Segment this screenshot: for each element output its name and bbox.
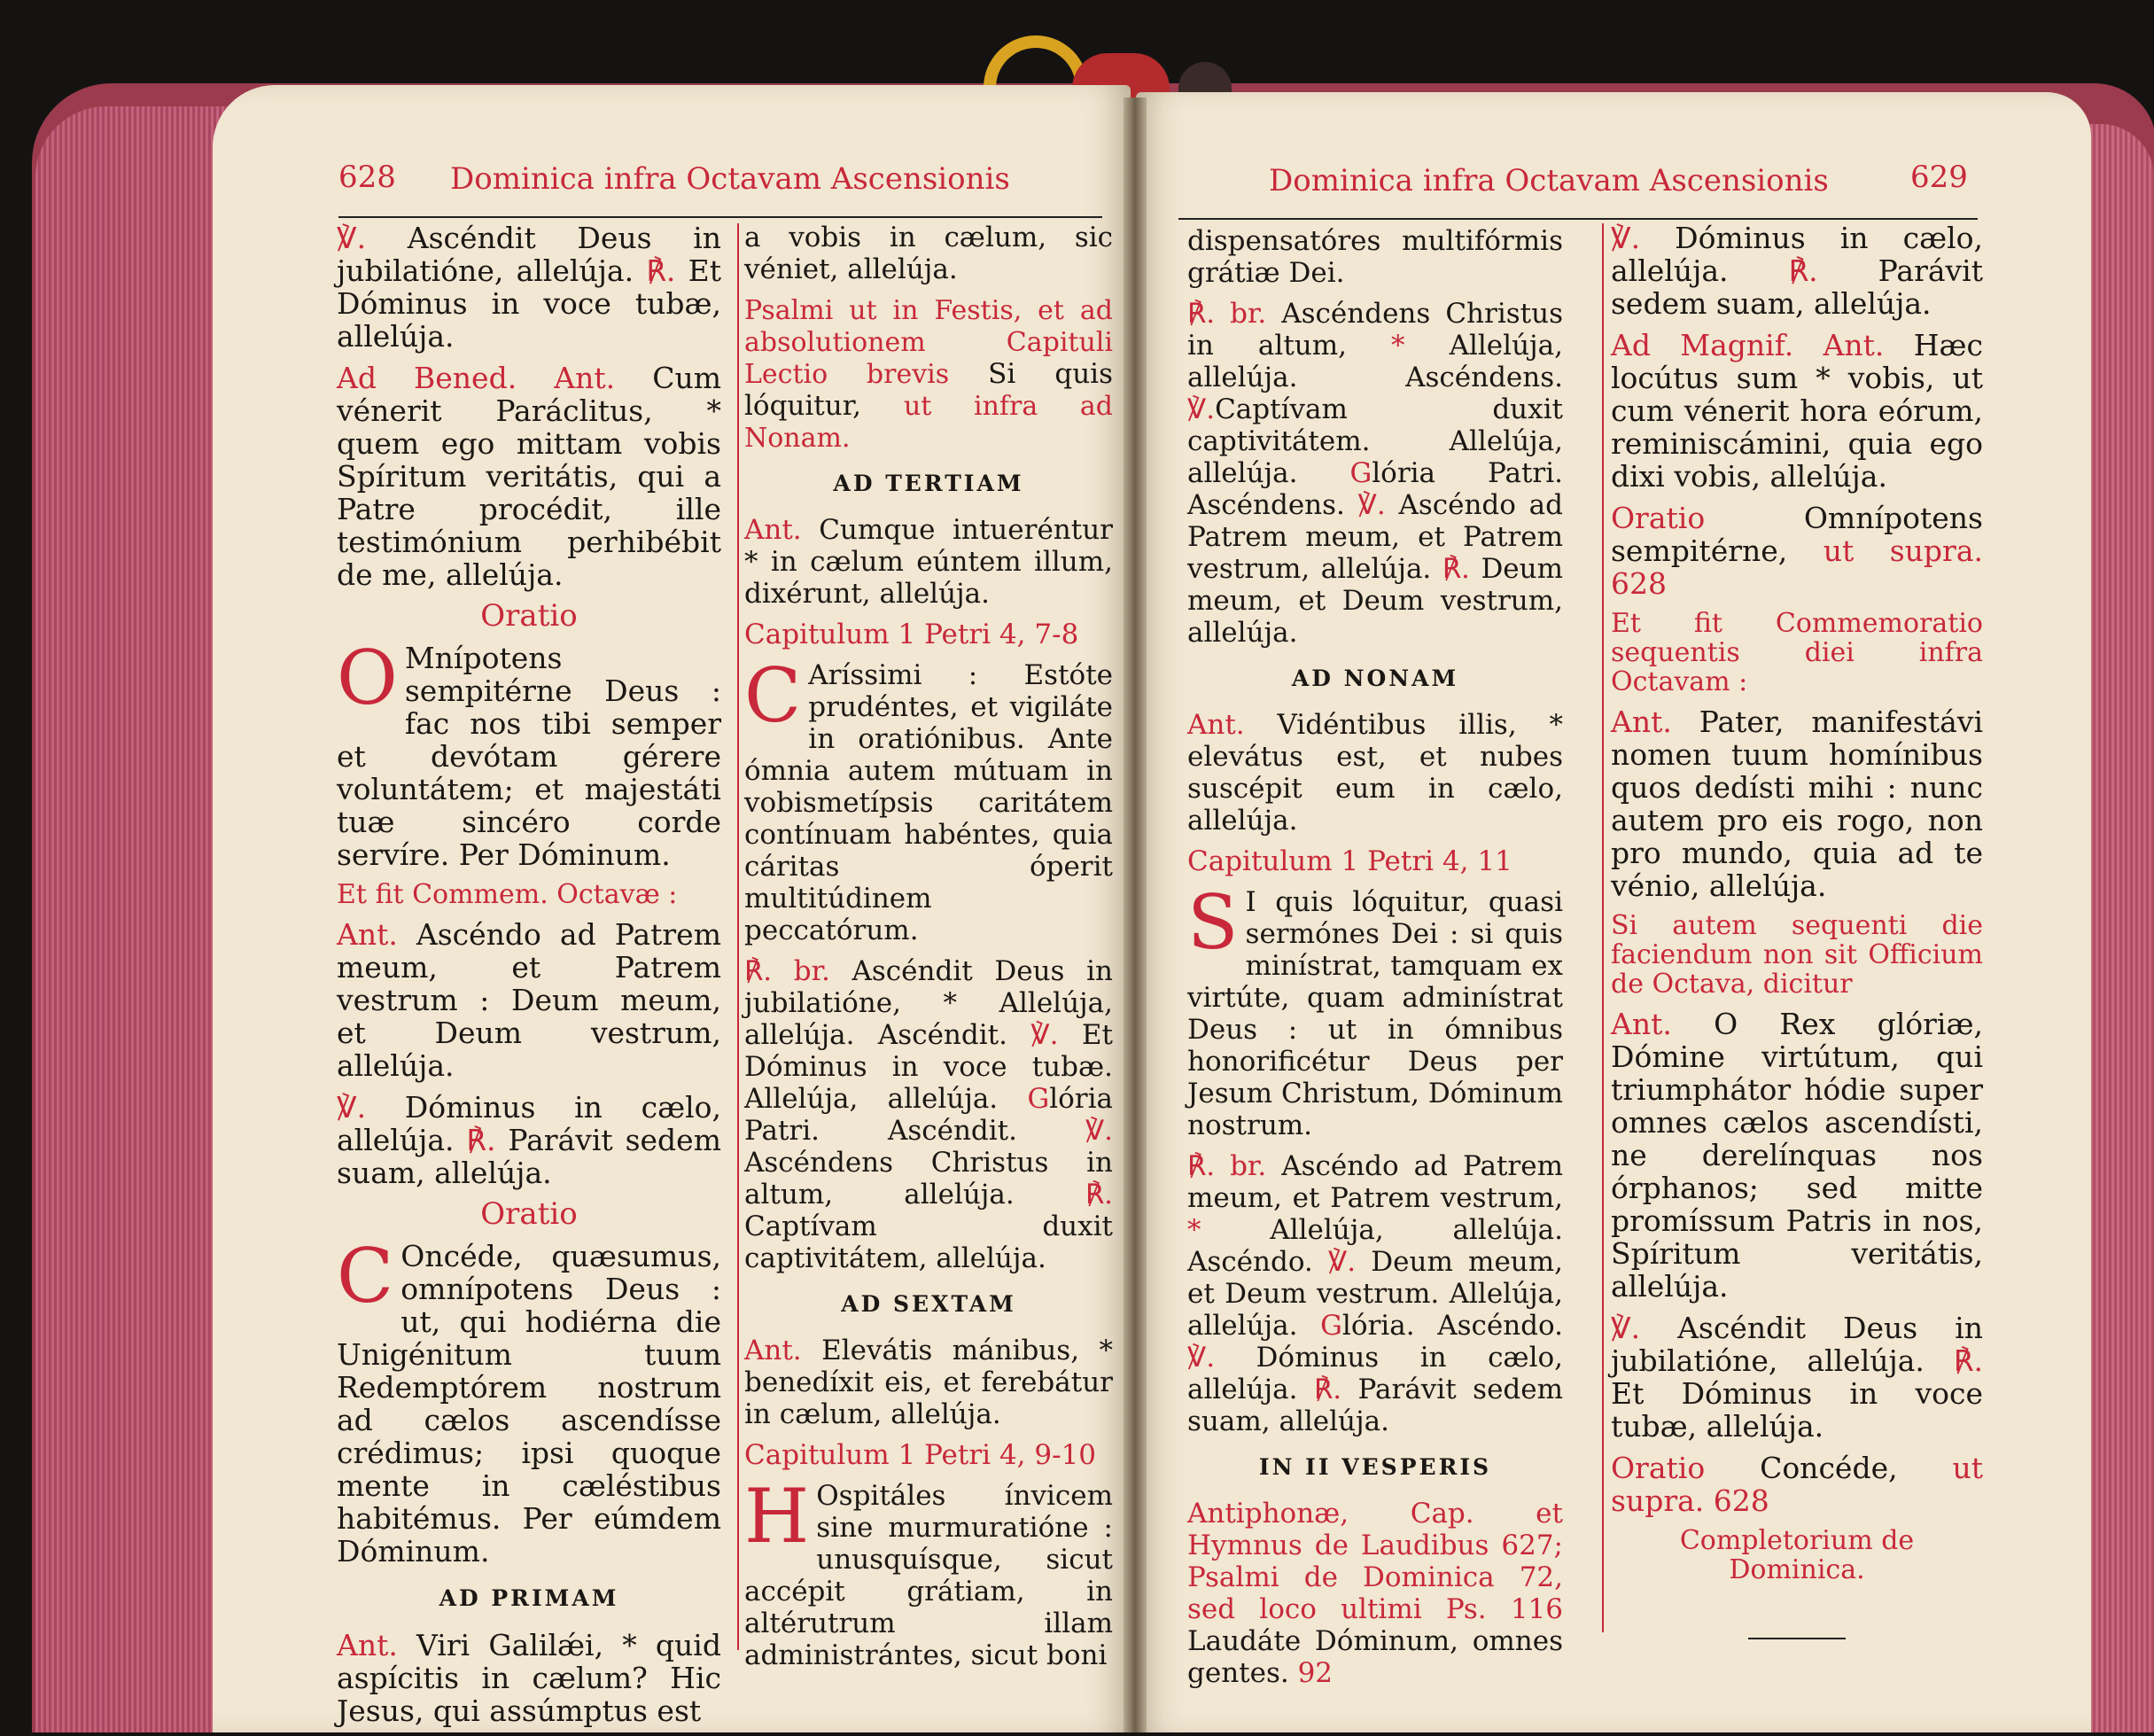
commemoration-antiphon: Ant. Pater, manifestávi nomen tuum homínibus quos dedísti mihi : nunc autem pro eis rogo, non pro mundo, quia ad te vénio, allelúja. [1611,705,1983,903]
octave-rubric: Si autem sequenti die faciendum non sit Officium de Octava, dicitur [1611,910,1983,1000]
commemoration-rubric: Et fit Commem. Octavæ : [337,879,678,910]
nonam-antiphon: Ant. Vidéntibus illis, * elevátus est, et nubes suscépit eum in cælo, allelúja. [1187,709,1563,837]
primam-antiphon: Ant. Viri Galilǽi, * quid aspícitis in cælum? Hic Jesus, qui assúmptus est [337,1628,721,1728]
left-page-edges [35,106,230,1732]
initial-letter: O [337,634,398,721]
initial-letter: S [1187,879,1239,966]
section-heading-ad-nonam: AD NONAM [1291,666,1459,691]
oratio-reference: Oratio Concéde, ut supra. 628 [1611,1451,1983,1518]
o-rex-antiphon: Ant. O Rex glóriæ, Dómine virtútum, qui triumphátor hódie super omnes cælos ascendísti, ne derelínquas nos órphanos; sed mitte promíssum Patris in nos, Spíritum veritátis, allelúja. [1611,1007,1983,1304]
initial-letter: C [744,652,802,739]
section-heading-ad-sextam: AD SEXTAM [841,1291,1016,1317]
oratio-heading: Oratio [480,1196,578,1232]
right-column-1 [1187,225,1563,1698]
right-header-rule [1178,218,1978,220]
left-column-divider [737,223,739,1650]
versicle-paragraph: ℣. Dóminus in cælo, allelúja. ℟. Parávit sedem suam, allelúja. [337,1090,721,1190]
magnificat-antiphon: Ad Magnif. Ant. Hæc locútus sum * vobis, ut cum vénerit hora eórum, reminiscámini, quia ego dixi vobis, allelúja. [1611,328,1983,494]
book-gutter [1124,97,1147,1732]
responsory-brevis: ℟. br. Ascéndens Christus in altum, * Allelúja, allelúja. Ascéndens. ℣.Captívam duxit captivitátem. Allelúja, allelúja. Glória Patri. Ascéndens. ℣. Ascéndo ad Patrem meum, et Patrem vestrum, allelúja. ℟. Deum meum, et Deum vestrum, allelúja. [1187,298,1563,649]
versicle-paragraph: ℣. Ascéndit Deus in jubilatióne, allelúja. ℟. Et Dóminus in voce tubæ, allelúja. [337,221,722,354]
left-running-header: Dominica infra Octavam Ascensionis [450,161,1010,197]
capitulum-heading: Capitulum 1 Petri 4, 11 [1187,845,1512,877]
commemoration-antiphon: Ant. Ascéndo ad Patrem meum, et Patrem vestrum : Deum meum, et Deum vestrum, allelúja. [337,917,721,1083]
versicle-paragraph: ℣. Ascéndit Deus in jubilatióne, allelúja. ℟. Et Dóminus in voce tubæ, allelúja. [1611,1311,1983,1444]
capitulum-text: S I quis lóquitur, quasi sermónes Dei : si quis minístrat, tamquam ex virtúte, quam adminístrat Deus : ut in ómnibus honorificétur Deus per Jesum Christum, Dóminum nostrum. [1187,879,1563,1141]
initial-letter: H [744,1473,810,1560]
responsory-brevis: ℟. br. Ascéndit Deus in jubilatióne, * Allelúja, allelúja. Ascéndit. ℣. Et Dóminus in voce tubæ. Allelúja, allelúja. Glória Patri. Ascéndit. ℣. Ascéndens Christus in altum, allelúja. ℟. Captívam duxit captivitátem, allelúja. [744,955,1113,1274]
versicle-paragraph: ℣. Dóminus in cælo, allelúja. ℟. Parávit sedem suam, allelúja. [1611,221,1984,321]
completorium-rubric: Completorium de Dominica. [1679,1525,1915,1585]
initial-letter: C [337,1233,394,1320]
section-heading-in-ii-vesperis: IN II VESPERIS [1258,1454,1492,1480]
oratio-text: C Oncéde, quæsumus, omnípotens Deus : ut, qui hodiérna die Unigénitum tuum Redemptórem nostrum ad cælos ascendísse crédimus; ipsi quoque mente in cæléstibus habitémus. Per eúmdem Dóminum. [337,1233,721,1569]
end-rule [1748,1638,1846,1639]
right-column-divider [1602,223,1604,1632]
sextam-antiphon: Ant. Elevátis mánibus, * benedíxit eis, et ferebátur in cælum, allelúja. [744,1335,1113,1430]
capitulum-text: H Ospitáles ínvicem sine murmuratióne : unusquísque, sicut accépit grátiam, in altérutrum illam administrántes, sicut boni [744,1473,1113,1671]
left-column-2 [744,222,1113,1680]
continuation-text: dispensatóres multifórmis grátiæ Dei. [1187,225,1563,289]
oratio-text: O Mnípotens sempitérne Deus : fac nos tibi semper et devótam gérere voluntátem; et majestáti tuæ sincéro corde servíre. Per Dóminum. [337,634,721,872]
capitulum-text: C Aríssimi : Estóte prudéntes, et vigiláte in oratiónibus. Ante ómnia autem mútuam in vobismetípsis caritátem contínuam habéntes, quia cáritas óperit multitúdinem peccatórum. [744,652,1113,946]
section-heading-ad-primam: AD PRIMAM [439,1585,619,1611]
left-page-number: 628 [338,160,396,195]
right-running-header: Dominica infra Octavam Ascensionis [1269,163,1829,199]
right-page-number: 629 [1910,160,1968,195]
right-column-2 [1611,222,1983,1639]
left-header-rule [338,216,1102,218]
benedictus-antiphon: Ad Bened. Ant. Cum vénerit Paráclitus, * quem ego mittam vobis Spíritum veritátis, qui a Patre procédit, ille testimónium perhibébit de me, allelúja. [337,361,721,592]
commemoration-rubric: Et fit Commemoratio sequentis diei infra Octavam : [1611,608,1983,697]
oratio-reference: Oratio Omnípotens sempitérne, ut supra. 628 [1611,501,1983,601]
responsory-brevis: ℟. br. Ascéndo ad Patrem meum, et Patrem vestrum, * Allelúja, allelúja. Ascéndo. ℣. Deum meum, et Deum vestrum. Allelúja, allelúja. Glória. Ascéndo. ℣. Dóminus in cælo, allelúja. ℟. Parávit sedem suam, allelúja. [1187,1150,1564,1437]
tertiam-antiphon: Ant. Cumque intueréntur * in cælum eúntem illum, dixérunt, allelúja. [744,514,1113,610]
section-heading-ad-tertiam: AD TERTIAM [833,471,1024,496]
continuation-text: a vobis in cælum, sic véniet, allelúja. [744,222,1113,285]
capitulum-heading: Capitulum 1 Petri 4, 9-10 [744,1439,1097,1471]
psalmi-rubric: Psalmi ut in Festis, et ad absolutionem Capituli Lectio brevis Si quis lóquitur, ut infra ad Nonam. [744,295,1113,454]
oratio-heading: Oratio [480,598,578,634]
vesperis-rubric: Antiphonæ, Cap. et Hymnus de Laudibus 627; Psalmi de Dominica 72, sed loco ultimi Ps. 116 Laudáte Dóminum, omnes gentes. 92 [1187,1498,1563,1689]
left-column-1 [337,222,721,1736]
capitulum-heading: Capitulum 1 Petri 4, 7-8 [744,619,1079,650]
